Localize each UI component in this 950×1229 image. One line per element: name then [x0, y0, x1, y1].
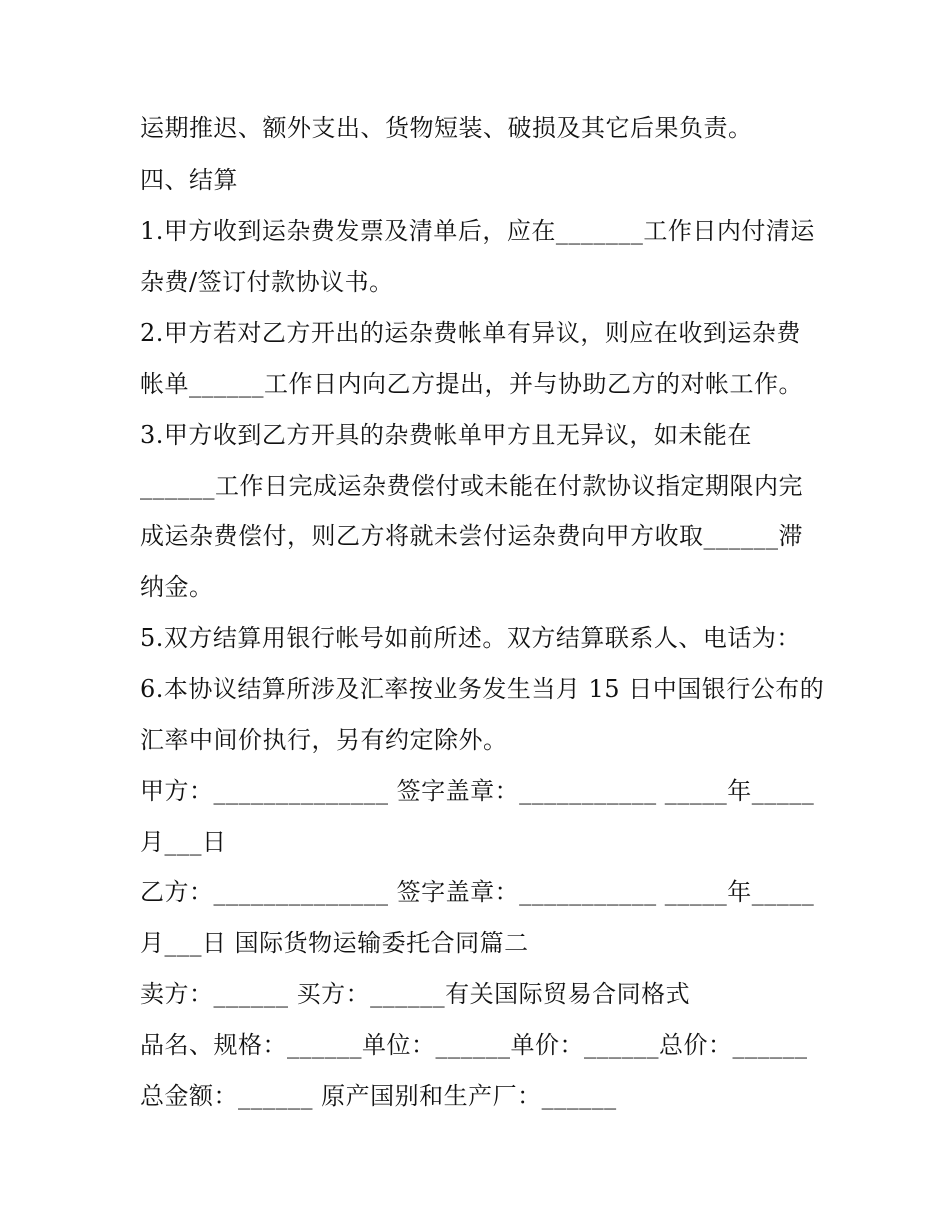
product-spec-line: 品名、规格：______单位：______单价：______总价：______: [140, 1031, 808, 1059]
text-line-4: 杂费/签订付款协议书。: [140, 268, 394, 296]
text-line-8: ______工作日完成运杂费偿付或未能在付款协议指定期限内完: [140, 472, 803, 500]
text-line-13: 汇率中间价执行，另有约定除外。: [140, 726, 508, 754]
text-line-7: 3.甲方收到乙方开具的杂费帐单甲方且无异议，如未能在: [140, 421, 752, 449]
party-b-signature-line: 乙方：______________ 签字盖章：___________ _____年_____: [140, 878, 815, 906]
party-a-date-line: 月___日: [140, 828, 227, 856]
text-line-3: 1.甲方收到运杂费发票及清单后，应在_______工作日内付清运: [140, 217, 815, 245]
total-amount-line: 总金额：______ 原产国别和生产厂：______: [140, 1082, 617, 1110]
text-line-5: 2.甲方若对乙方开出的运杂费帐单有异议，则应在收到运杂费: [140, 319, 801, 347]
text-line-9: 成运杂费偿付，则乙方将就未尝付运杂费向甲方收取______滞: [140, 522, 803, 550]
party-b-date-line: 月___日 国际货物运输委托合同篇二: [140, 929, 529, 957]
seller-buyer-line: 卖方：______ 买方：______有关国际贸易合同格式: [140, 980, 691, 1008]
text-line-11: 5.双方结算用银行帐号如前所述。双方结算联系人、电话为：: [140, 624, 801, 652]
section-heading-settlement: 四、结算: [140, 166, 238, 194]
text-line-1: 运期推迟、额外支出、货物短装、破损及其它后果负责。: [140, 114, 753, 142]
text-line-10: 纳金。: [140, 573, 214, 601]
text-line-6: 帐单______工作日内向乙方提出，并与协助乙方的对帐工作。: [140, 370, 803, 398]
party-a-signature-line: 甲方：______________ 签字盖章：___________ _____年_____: [140, 777, 815, 805]
text-line-12: 6.本协议结算所涉及汇率按业务发生当月 15 日中国银行公布的: [140, 675, 825, 703]
